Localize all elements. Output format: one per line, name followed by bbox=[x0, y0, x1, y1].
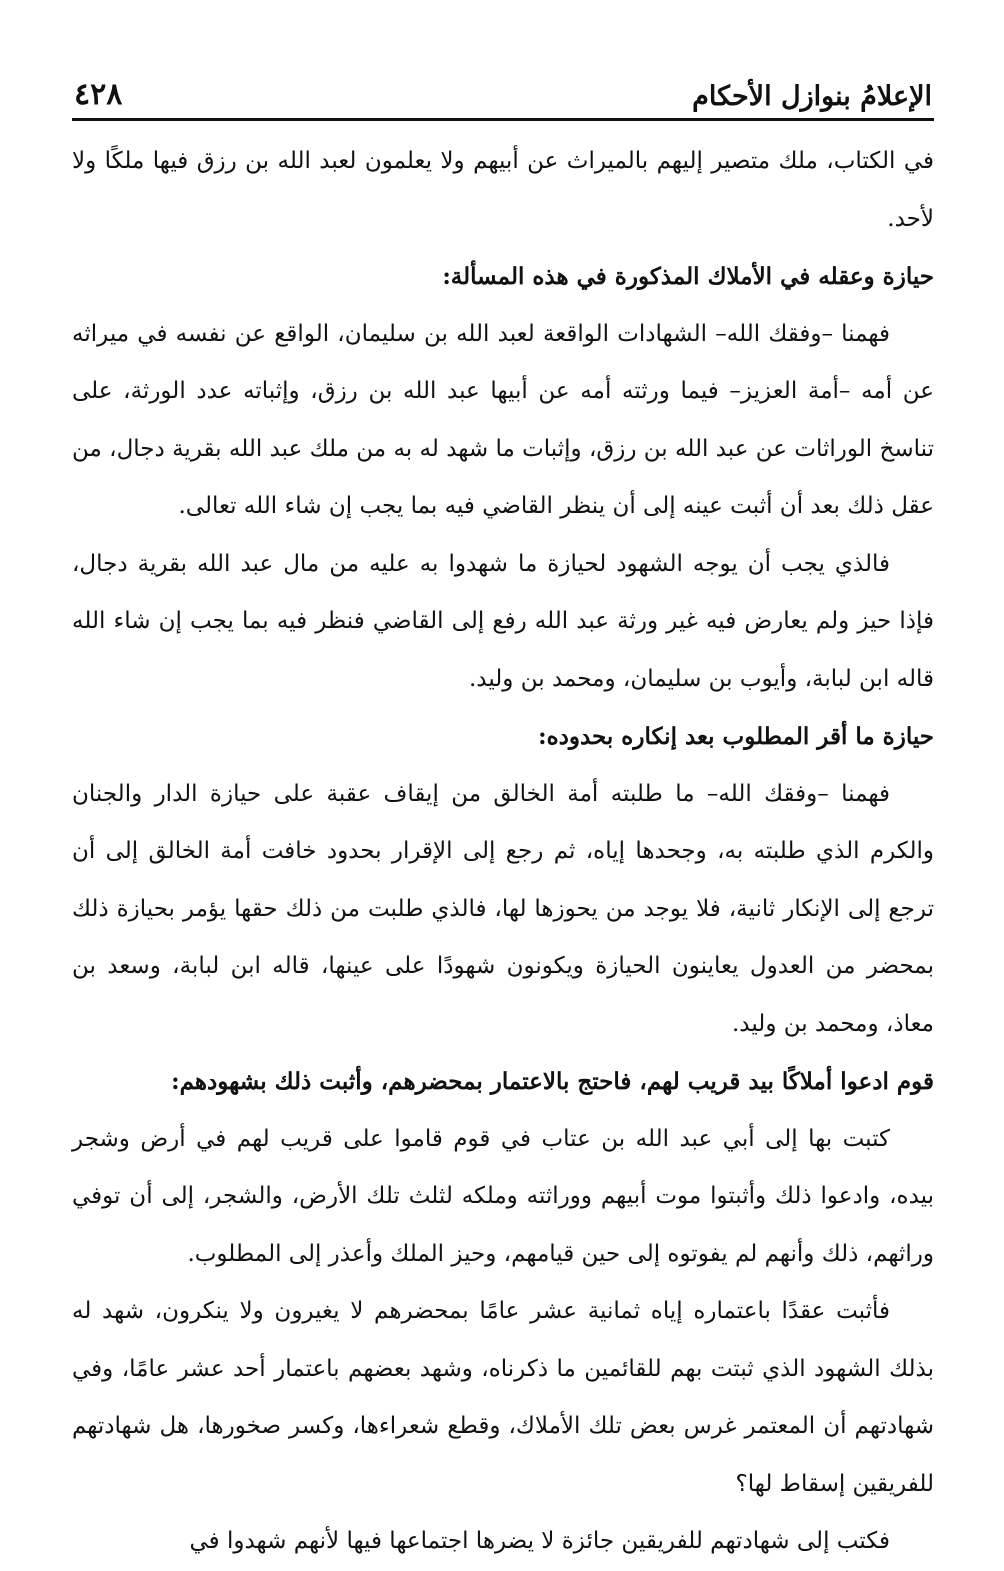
paragraph: كتبت بها إلى أبي عبد الله بن عتاب في قوم قاموا على قريب لهم في أرض وشجر بيده، وادعوا ذلك وأثبتوا موت أبيهم ووراثته وملكه لثلث تلك الأرض، والشجر، إلى أن توفي وراثهم، ذلك وأنهم لم يفوتوه إلى حين قيامهم، وحيز الملك وأعذر إلى المطلوب. bbox=[72, 1125, 934, 1267]
running-header bbox=[72, 60, 934, 121]
paragraph: فهمنا –وفقك الله– ما طلبته أمة الخالق من إيقاف عقبة على حيازة الدار والجنان والكرم الذي طلبته به، وجحدها إياه، ثم رجع إلى الإقرار بحدود خافت أمة الخالق إلى أن ترجع إلى الإنكار ثانية، فلا يوجد من يحوزها لها، فالذي طلبت من ذلك حقها يؤمر بحيازة ذلك بمحضر من العدول يعاينون الحيازة ويكونون شهودًا على عينها، قاله ابن لبابة، وسعد بن معاذ، ومحمد بن وليد. bbox=[72, 780, 934, 1037]
section-heading: حيازة ما أقر المطلوب بعد إنكاره بحدوده: bbox=[538, 723, 934, 750]
paragraph: فكتب إلى شهادتهم للفريقين جائزة لا يضرها اجتماعها فيها لأنهم شهدوا في bbox=[189, 1528, 890, 1554]
page-body bbox=[72, 133, 934, 1571]
page-number: ٤٢٨ bbox=[74, 77, 123, 112]
paragraph: فالذي يجب أن يوجه الشهود لحيازة ما شهدوا به عليه من مال عبد الله بقرية دجال، فإذا حيز ولم يعارض فيه غير ورثة عبد الله رفع إلى القاضي فنظر فيه بما يجب إن شاء الله قاله ابن لبابة، وأيوب بن سليمان، ومحمد بن وليد. bbox=[72, 550, 934, 692]
paragraph: فهمنا –وفقك الله– الشهادات الواقعة لعبد الله بن سليمان، الواقع عن نفسه في ميراثه عن أمه –أمة العزيز– فيما ورثته أمه عن أبيها عبد الله بن رزق، وإثباته عدد الورثة، على تناسخ الوراثات عن عبد الله بن رزق، وإثبات ما شهد له به من ملك عبد الله بقرية دجال، من عقل ذلك بعد أن أثبت عينه إلى أن ينظر القاضي فيه بما يجب إن شاء الله تعالى. bbox=[72, 320, 934, 519]
section-heading: حيازة وعقله في الأملاك المذكورة في هذه المسألة: bbox=[442, 263, 934, 290]
book-title: الإعلامُ بنوازل الأحكام bbox=[692, 81, 932, 112]
section-heading: قوم ادعوا أملاكًا بيد قريب لهم، فاحتج بالاعتمار بمحضرهم، وأثبت ذلك بشهودهم: bbox=[171, 1068, 934, 1095]
paragraph: في الكتاب، ملك متصير إليهم بالميراث عن أبيهم ولا يعلمون لعبد الله بن رزق فيها ملكًا ولا لأحد. bbox=[72, 148, 934, 232]
paragraph: فأثبت عقدًا باعتماره إياه ثمانية عشر عامًا بمحضرهم لا يغيرون ولا ينكرون، شهد له بذلك الشهود الذي ثبتت بهم للقائمين ما ذكرناه، وشهد بعضهم باعتمار أحد عشر عامًا، وفي شهادتهم أن المعتمر غرس بعض تلك الأملاك، وقطع شعراءها، وكسر صخورها، هل شهادتهم للفريقين إسقاط لها؟ bbox=[72, 1298, 934, 1497]
